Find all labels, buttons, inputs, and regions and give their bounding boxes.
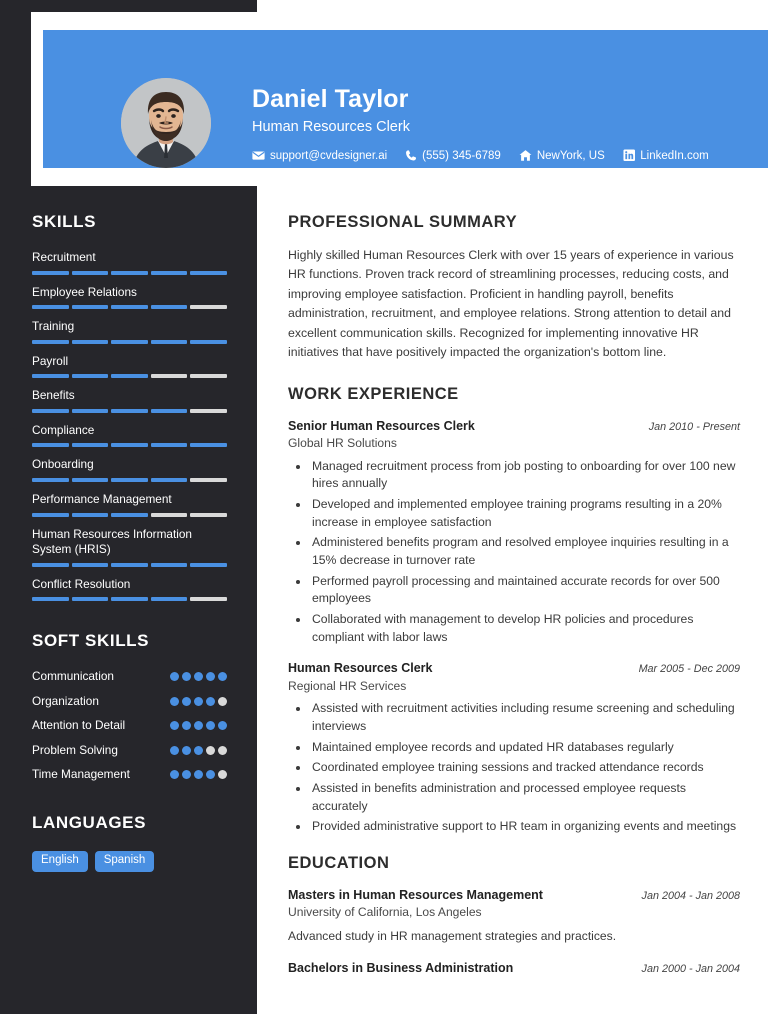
entry-bullet: • Coordinated employee training sessions and tracked attendance records bbox=[310, 759, 740, 777]
skill-row bbox=[32, 527, 227, 567]
entry-date: Jan 2010 - Present bbox=[648, 420, 740, 433]
soft-skill-row bbox=[32, 743, 227, 759]
skill-rating-dots bbox=[170, 767, 227, 779]
entry-date: Jan 2000 - Jan 2004 bbox=[641, 962, 740, 975]
skill-dot bbox=[170, 721, 179, 730]
skill-dot bbox=[194, 721, 203, 730]
soft-skill-label: Attention to Detail bbox=[32, 718, 126, 733]
entry-date: Jan 2004 - Jan 2008 bbox=[641, 890, 740, 903]
summary-text: Highly skilled Human Resources Clerk with over 15 years of experience in various HR functions. Proven track record of streamlining processes, reducing costs, and improving employee satisfaction. Proficient in handling payroll, benefits administration, recruitment, and employee relations. Strong attention to detail and excellent communication skills. Recognized for implementing innovative HR initiatives that have positively impacted the organization's bottom line. bbox=[288, 248, 734, 360]
entry-description: Advanced study in HR management strategies and practices. bbox=[288, 929, 617, 944]
entry-title: Bachelors in Business Administration bbox=[288, 960, 514, 975]
entry-bullet: • Performed payroll processing and maintained accurate records for over 500 employees bbox=[310, 573, 740, 608]
skill-bar-segment bbox=[72, 374, 109, 378]
skill-rating-bar bbox=[32, 597, 227, 601]
skill-dot bbox=[194, 697, 203, 706]
skill-dot bbox=[170, 672, 179, 681]
skill-bar-segment bbox=[72, 271, 109, 275]
skill-dot bbox=[218, 697, 227, 706]
experience-list bbox=[288, 418, 740, 837]
skill-bar-segment bbox=[151, 305, 188, 309]
skill-row bbox=[32, 319, 227, 344]
skill-dot bbox=[182, 770, 191, 779]
skill-bar-segment bbox=[32, 305, 69, 309]
education-entry bbox=[288, 887, 740, 946]
language-chip: Spanish bbox=[95, 851, 155, 872]
entry-bullet: • Administered benefits program and resolved employee inquiries resulting in a 15% decrease in turnover rate bbox=[310, 534, 740, 569]
languages-list bbox=[32, 851, 227, 872]
experience-heading: WORK EXPERIENCE bbox=[288, 384, 459, 403]
skill-bar-segment bbox=[111, 271, 148, 275]
skill-bar-segment bbox=[190, 374, 227, 378]
skill-dot bbox=[194, 672, 203, 681]
skill-bar-segment bbox=[111, 513, 148, 517]
skill-bar-segment bbox=[111, 443, 148, 447]
entry-title: Masters in Human Resources Management bbox=[288, 888, 543, 903]
education-heading: EDUCATION bbox=[288, 854, 390, 873]
entry-bullet: • Assisted with recruitment activities including resume screening and scheduling interviews bbox=[310, 700, 740, 735]
skill-rating-bar bbox=[32, 513, 227, 517]
skill-bar-segment bbox=[190, 443, 227, 447]
skill-bar-segment bbox=[111, 409, 148, 413]
skill-bar-segment bbox=[190, 271, 227, 275]
skill-dot bbox=[182, 672, 191, 681]
entry-bullet-list bbox=[288, 458, 740, 647]
contact-location[interactable] bbox=[519, 149, 605, 162]
skill-dot bbox=[206, 721, 215, 730]
skill-bar-segment bbox=[32, 563, 69, 567]
contact-phone-label: (555) 345-6789 bbox=[422, 149, 501, 162]
skill-row bbox=[32, 577, 227, 602]
soft-skill-label: Communication bbox=[32, 669, 114, 684]
skill-rating-bar bbox=[32, 563, 227, 567]
skill-bar-segment bbox=[72, 305, 109, 309]
skill-label: Human Resources Information System (HRIS) bbox=[32, 526, 192, 557]
skill-bar-segment bbox=[72, 443, 109, 447]
entry-bullet: • Maintained employee records and updated HR databases regularly bbox=[310, 739, 740, 757]
skill-bar-segment bbox=[72, 409, 109, 413]
main-content bbox=[288, 213, 740, 998]
skill-dot bbox=[194, 770, 203, 779]
skill-bar-segment bbox=[190, 513, 227, 517]
contact-email-label: support@cvdesigner.ai bbox=[270, 149, 388, 162]
skill-label: Benefits bbox=[32, 388, 75, 403]
skill-dot bbox=[218, 721, 227, 730]
header-band bbox=[43, 30, 768, 168]
skill-bar-segment bbox=[111, 597, 148, 601]
skill-label: Training bbox=[32, 319, 75, 334]
skill-label: Recruitment bbox=[32, 250, 96, 264]
experience-entry bbox=[288, 418, 740, 647]
profile-photo-icon bbox=[121, 78, 211, 168]
soft-skill-label: Time Management bbox=[32, 767, 130, 782]
experience-section bbox=[288, 385, 740, 837]
soft-skill-label: Problem Solving bbox=[32, 742, 118, 757]
skill-rating-dots bbox=[170, 669, 227, 681]
skill-rating-bar bbox=[32, 305, 227, 309]
skill-dot bbox=[182, 721, 191, 730]
experience-entry bbox=[288, 660, 740, 836]
skill-bar-segment bbox=[32, 271, 69, 275]
contact-row bbox=[252, 149, 768, 162]
entry-bullet: • Developed and implemented employee training programs resulting in a 20% increase in employee satisfaction bbox=[310, 496, 740, 531]
skill-row bbox=[32, 388, 227, 413]
skill-bar-segment bbox=[111, 305, 148, 309]
skills-heading: SKILLS bbox=[32, 212, 97, 231]
summary-heading: PROFESSIONAL SUMMARY bbox=[288, 213, 518, 231]
skill-dot bbox=[218, 746, 227, 755]
skill-rating-bar bbox=[32, 340, 227, 344]
skill-rating-dots bbox=[170, 694, 227, 706]
skill-bar-segment bbox=[151, 563, 188, 567]
skill-bar-segment bbox=[72, 340, 109, 344]
skill-row bbox=[32, 457, 227, 482]
skill-label: Onboarding bbox=[32, 457, 94, 472]
education-list bbox=[288, 887, 740, 976]
skill-dot bbox=[218, 672, 227, 681]
skill-bar-segment bbox=[32, 478, 69, 482]
skill-rating-dots bbox=[170, 743, 227, 755]
avatar bbox=[121, 78, 211, 168]
skill-bar-segment bbox=[151, 478, 188, 482]
skill-rating-bar bbox=[32, 374, 227, 378]
summary-section bbox=[288, 213, 740, 363]
skill-dot bbox=[182, 697, 191, 706]
soft-skill-row bbox=[32, 718, 227, 734]
entry-header bbox=[288, 660, 740, 676]
skill-dot bbox=[206, 746, 215, 755]
skill-bar-segment bbox=[190, 478, 227, 482]
soft-skill-row bbox=[32, 694, 227, 710]
soft-skills-heading: SOFT SKILLS bbox=[32, 631, 150, 651]
email-icon bbox=[252, 149, 265, 162]
skill-label: Payroll bbox=[32, 353, 69, 368]
entry-bullet: • Assisted in benefits administration and processed employee requests accurately bbox=[310, 780, 740, 815]
contact-linkedin-label: LinkedIn.com bbox=[640, 149, 709, 162]
skill-rating-dots bbox=[170, 718, 227, 730]
skill-bar-segment bbox=[32, 409, 69, 413]
skill-dot bbox=[206, 770, 215, 779]
skill-rating-bar bbox=[32, 271, 227, 275]
skill-rating-bar bbox=[32, 409, 227, 413]
skill-row bbox=[32, 492, 227, 517]
skill-dot bbox=[182, 746, 191, 755]
skill-dot bbox=[170, 770, 179, 779]
skill-bar-segment bbox=[72, 478, 109, 482]
skill-bar-segment bbox=[111, 374, 148, 378]
contact-phone[interactable] bbox=[405, 149, 501, 162]
skill-bar-segment bbox=[32, 513, 69, 517]
entry-header bbox=[288, 887, 740, 903]
language-chip: English bbox=[32, 851, 88, 872]
skill-label: Conflict Resolution bbox=[32, 576, 131, 591]
phone-icon bbox=[405, 149, 417, 162]
entry-bullet: • Collaborated with management to develop HR policies and procedures compliant with labor laws bbox=[310, 611, 740, 646]
soft-skill-row bbox=[32, 767, 227, 783]
skill-bar-segment bbox=[190, 340, 227, 344]
entry-title: Senior Human Resources Clerk bbox=[288, 418, 475, 433]
skill-bar-segment bbox=[32, 597, 69, 601]
skill-dot bbox=[170, 746, 179, 755]
header-card bbox=[31, 12, 768, 186]
education-section bbox=[288, 854, 740, 976]
skill-rating-bar bbox=[32, 443, 227, 447]
skill-bar-segment bbox=[190, 597, 227, 601]
soft-skill-label: Organization bbox=[32, 693, 99, 708]
page-title: Daniel Taylor bbox=[252, 85, 409, 113]
skill-label: Employee Relations bbox=[32, 284, 137, 299]
skill-bar-segment bbox=[151, 513, 188, 517]
skill-label: Performance Management bbox=[32, 491, 172, 506]
entry-header bbox=[288, 418, 740, 434]
skills-list bbox=[32, 250, 227, 601]
contact-linkedin[interactable] bbox=[623, 149, 709, 162]
contact-email[interactable] bbox=[252, 149, 387, 162]
skill-bar-segment bbox=[111, 340, 148, 344]
skill-bar-segment bbox=[72, 513, 109, 517]
skill-bar-segment bbox=[190, 305, 227, 309]
skill-label: Compliance bbox=[32, 422, 95, 437]
linkedin-icon bbox=[623, 149, 636, 162]
contact-location-label: NewYork, US bbox=[536, 149, 605, 162]
skill-bar-segment bbox=[32, 374, 69, 378]
header-text-block bbox=[252, 85, 768, 162]
sidebar bbox=[0, 186, 257, 872]
skill-bar-segment bbox=[32, 443, 69, 447]
skill-dot bbox=[218, 770, 227, 779]
skill-bar-segment bbox=[151, 443, 188, 447]
skill-bar-segment bbox=[151, 409, 188, 413]
skill-bar-segment bbox=[32, 340, 69, 344]
job-title: Human Resources Clerk bbox=[252, 118, 410, 135]
skill-row bbox=[32, 354, 227, 379]
entry-bullet: • Managed recruitment process from job posting to onboarding for over 100 new hires annually bbox=[310, 458, 740, 493]
home-icon bbox=[519, 149, 532, 162]
soft-skills-list bbox=[32, 669, 227, 783]
soft-skill-row bbox=[32, 669, 227, 685]
entry-date: Mar 2005 - Dec 2009 bbox=[638, 663, 740, 676]
skill-bar-segment bbox=[190, 409, 227, 413]
entry-title: Human Resources Clerk bbox=[288, 661, 433, 676]
skill-bar-segment bbox=[151, 271, 188, 275]
skill-row bbox=[32, 423, 227, 448]
skill-dot bbox=[194, 746, 203, 755]
entry-bullet: • Provided administrative support to HR team in organizing events and meetings bbox=[310, 818, 740, 836]
skill-row bbox=[32, 250, 227, 275]
skill-bar-segment bbox=[111, 478, 148, 482]
skill-bar-segment bbox=[190, 563, 227, 567]
skill-dot bbox=[206, 697, 215, 706]
skill-bar-segment bbox=[151, 374, 188, 378]
education-entry bbox=[288, 960, 740, 976]
skill-dot bbox=[206, 672, 215, 681]
entry-bullet-list bbox=[288, 700, 740, 836]
skill-bar-segment bbox=[151, 340, 188, 344]
languages-heading: LANGUAGES bbox=[32, 813, 147, 832]
entry-organization: University of California, Los Angeles bbox=[288, 905, 482, 920]
skill-bar-segment bbox=[111, 563, 148, 567]
skill-rating-bar bbox=[32, 478, 227, 482]
skill-bar-segment bbox=[72, 563, 109, 567]
skill-dot bbox=[170, 697, 179, 706]
entry-organization: Global HR Solutions bbox=[288, 435, 397, 450]
entry-header bbox=[288, 960, 740, 976]
skill-bar-segment bbox=[151, 597, 188, 601]
skill-row bbox=[32, 285, 227, 310]
skill-bar-segment bbox=[72, 597, 109, 601]
entry-organization: Regional HR Services bbox=[288, 678, 407, 693]
